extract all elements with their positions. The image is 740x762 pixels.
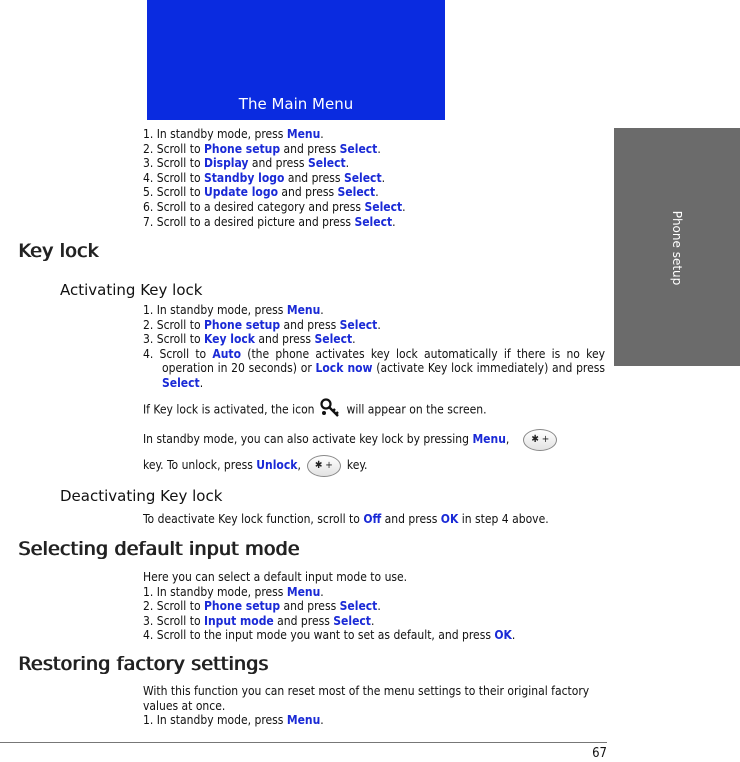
deactivating-key-lock-heading: Deactivating Key lock <box>60 487 223 505</box>
intro-steps <box>143 127 406 229</box>
key-lock-heading: Key lock <box>18 240 99 262</box>
step: 5. Scroll to Update logo and press Select. <box>143 185 379 200</box>
banner-title: The Main Menu <box>238 95 354 113</box>
activating-key-lock-heading: Activating Key lock <box>60 281 203 299</box>
step: 1. In standby mode, press Menu. <box>143 127 324 141</box>
input-mode-steps <box>143 570 515 643</box>
page-number: 67 <box>592 746 607 761</box>
key-lock-icon-note: If Key lock is activated, the icon will appear on the screen. <box>143 398 487 422</box>
key-lock-icon <box>319 398 343 422</box>
factory-settings-heading: Restoring factory settings <box>18 653 269 675</box>
main-menu-banner <box>147 0 445 120</box>
step: 4. Scroll to the input mode you want to set as default, and press OK. <box>143 628 516 643</box>
star-key-icon: ✱ + <box>523 429 557 451</box>
step: 3. Scroll to Display and press Select. <box>143 156 350 171</box>
factory-settings-text <box>143 684 603 728</box>
step: 6. Scroll to a desired category and press Select. <box>143 199 406 214</box>
key-lock-shortcut-note: In standby mode, you can also activate key lock by pressing Menu, ✱ + key. To unlock, press Unlock, ✱ + key. <box>143 426 563 478</box>
deactivating-text: To deactivate Key lock function, scroll to Off and press OK in step 4 above. <box>143 512 549 526</box>
step: 1. In standby mode, press Menu. <box>143 713 324 728</box>
step: 3. Scroll to Key lock and press Select. <box>143 332 356 347</box>
step: 3. Scroll to Input mode and press Select. <box>143 613 375 628</box>
footer-divider <box>0 742 607 743</box>
input-mode-heading: Selecting default input mode <box>18 538 300 560</box>
step: 1. In standby mode, press Menu. <box>143 584 324 599</box>
factory-intro: With this function you can reset most of the menu settings to their original factory values at once. <box>143 684 590 713</box>
step: 7. Scroll to a desired picture and press Select. <box>143 214 396 229</box>
step: 4. Scroll to Auto (the phone activates key lock automatically if there is no key operation in 20 seconds) or Lock now (activate Key lock immediately) and press Select. <box>143 346 606 390</box>
activating-steps <box>143 303 605 391</box>
input-mode-intro: Here you can select a default input mode to use. <box>143 570 408 584</box>
step: 4. Scroll to Standby logo and press Select. <box>143 170 386 185</box>
star-key-icon: ✱ + <box>307 455 341 477</box>
step: 2. Scroll to Phone setup and press Select. <box>143 599 381 614</box>
side-tab-label: Phone setup <box>670 210 684 286</box>
step: 1. In standby mode, press Menu. <box>143 303 324 317</box>
step: 2. Scroll to Phone setup and press Select. <box>143 317 381 332</box>
step: 2. Scroll to Phone setup and press Select. <box>143 141 381 156</box>
